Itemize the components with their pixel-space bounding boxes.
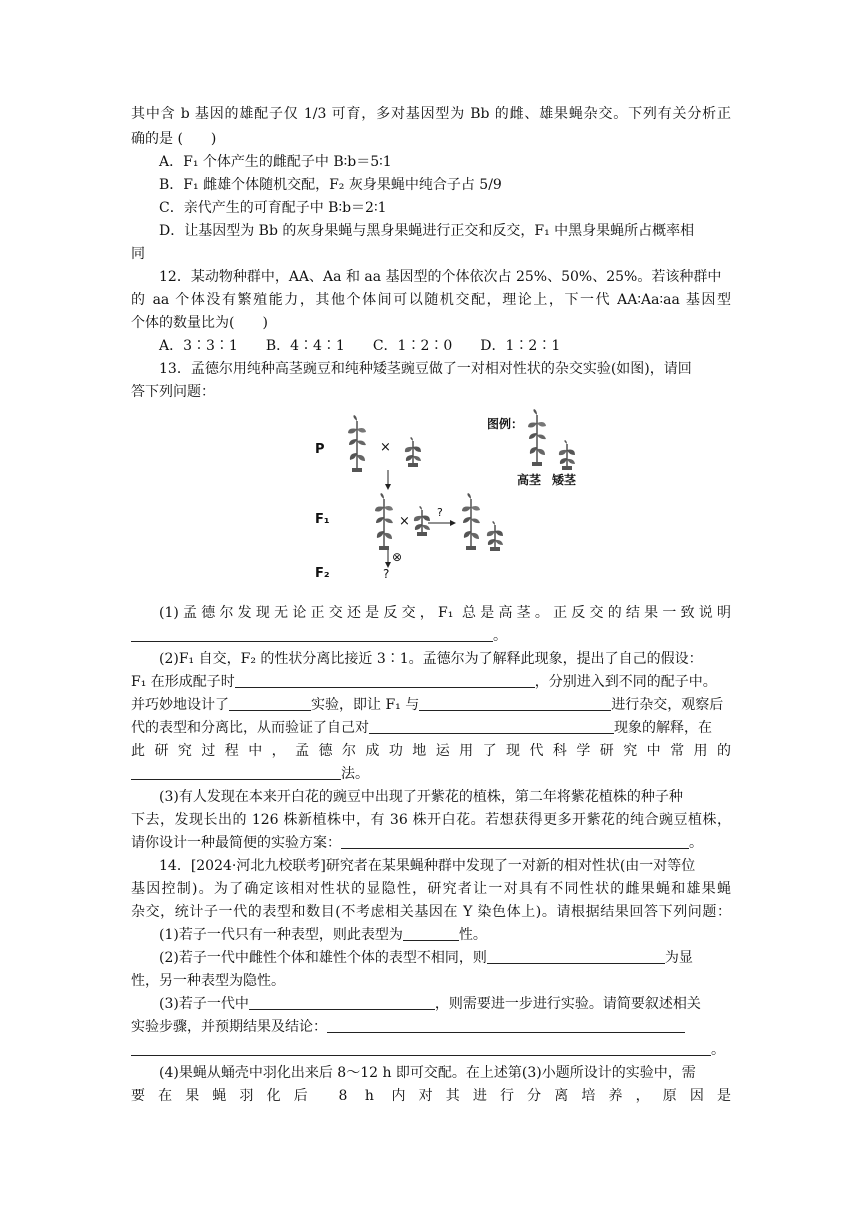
legend-short-plant-icon (556, 440, 578, 470)
legend-tall-label: 高茎 (517, 473, 542, 487)
cross-symbol-f1: × (399, 514, 410, 529)
self-cross-symbol: ⊗ (392, 550, 403, 564)
q14-stem-line1: 14．[2024·河北九校联考]研究者在某果蝇种群中发现了一对新的相对性状(由一对等位 (159, 858, 696, 874)
q13-part2-line5: 此研究过程中，孟德尔成功地运用了现代科学研究中常用的 (131, 743, 731, 759)
q13-stem-line1: 13．孟德尔用纯种高茎豌豆和纯种矮茎豌豆做了一对相对性状的杂交实验(如图)，请回 (159, 361, 692, 377)
q13-part1-line2: 。 (131, 626, 731, 646)
answer-blank[interactable] (229, 696, 311, 711)
q12-options: A．3∶3∶1 B．4∶4∶1 C．1∶2∶0 D．1∶2∶1 (159, 338, 561, 354)
q14-part3-line1: (3)若子一代中 ，则需要进一步进行实验。请简要叙述相关 (159, 996, 701, 1012)
q11-option-d-line2: 同 (131, 246, 145, 262)
q14-part2-line2: 性，另一种表型为隐性。 (131, 973, 285, 989)
q11-option-b: B．F₁ 雌雄个体随机交配，F₂ 灰身果蝇中纯合子占 5/9 (159, 177, 502, 193)
generation-label-p: P (315, 442, 325, 457)
f2-question: ? (383, 567, 390, 581)
answer-blank[interactable] (235, 673, 535, 688)
q13-part2-line3: 并巧妙地设计了 实验，即让 F₁ 与 进行杂交，观察后 (131, 697, 724, 713)
q14-part3-line2: 实验步骤，并预期结果及结论： (131, 1017, 731, 1037)
generation-label-f2: F₂ (315, 566, 330, 581)
q13-part3-line2: 下去，发现长出的 126 株新植株中，有 36 株开白花。若想获得更多开紫花的纯合豌豆植株， (131, 812, 731, 828)
answer-blank[interactable] (369, 719, 614, 734)
q13-part3-line1: (3)有人发现在本来开白花的豌豆中出现了开紫花的植株，第二年将紫花植株的种子种 (159, 789, 683, 805)
q13-part2-line4: 代的表型和分离比，从而验证了自己对 现象的解释，在 (131, 720, 712, 736)
q14-stem-line2: 基因控制)。为了确定该相对性状的显隐性，研究者让一对具有不同性状的雌果蝇和雄果蝇 (131, 881, 731, 897)
q13-stem-line2: 答下列问题： (131, 384, 215, 400)
q11-option-a: A．F₁ 个体产生的雌配子中 B∶b＝5∶1 (159, 154, 392, 170)
q13-part3-line3: 请你设计一种最简便的实验方案： 。 (131, 835, 703, 851)
q14-part1: (1)若子一代只有一种表型，则此表型为 性。 (159, 927, 487, 943)
generation-label-f1: F₁ (315, 512, 330, 527)
q11-stem-line1: 其中含 b 基因的雄配子仅 1/3 可育，多对基因型为 Bb 的雌、雄果蝇杂交。下列有关分析正 (131, 106, 731, 122)
answer-blank[interactable] (403, 926, 459, 941)
q12-stem-line2: 的 aa 个体没有繁殖能力，其他个体间可以随机交配，理论上，下一代 AA∶Aa∶aa 基因型 (131, 292, 731, 308)
q11-option-c: C．亲代产生的可育配子中 B∶b＝2∶1 (159, 200, 387, 216)
q11-stem-line2: 确的是 ( ) (131, 131, 217, 147)
legend-tall-plant-icon (525, 409, 549, 467)
answer-blank[interactable] (249, 995, 435, 1010)
q13-part1-line1: (1)孟德尔发现无论正交还是反交，F₁ 总是高茎。正反交的结果一致说明 (159, 605, 731, 621)
q14-part2-line1: (2)若子一代中雌性个体和雄性个体的表型不相同，则 为显 (159, 950, 693, 966)
q13-part2-line6: 法。 (131, 764, 731, 784)
answer-blank[interactable] (341, 834, 689, 849)
q11-option-d-line1: D．让基因型为 Bb 的灰身果蝇与黑身果蝇进行正交和反交，F₁ 中黑身果蝇所占概率相 (159, 223, 695, 239)
answer-blank[interactable] (131, 765, 341, 780)
arrow-down-icon (383, 470, 393, 492)
q12-stem-line3: 个体的数量比为( ) (131, 315, 268, 331)
q13-part2-line2: F₁ 在形成配子时 ，分别进入到不同的配子中。 (131, 674, 717, 690)
q14-stem-line3: 杂交，统计子一代的表型和数目(不考虑相关基因在 Y 染色体上)。请根据结果回答下列问题： (131, 904, 731, 920)
q14-part4-line2: 要在果蝇羽化后 8 h 内对其进行分离培养，原因是 (131, 1088, 731, 1104)
answer-blank[interactable] (419, 696, 611, 711)
arrow-right-icon (428, 518, 458, 528)
q14-part3-line3: 。 (131, 1040, 731, 1060)
answer-blank[interactable] (487, 949, 665, 964)
answer-blank[interactable] (327, 1018, 685, 1033)
q13-part2-line1: (2)F₁ 自交，F₂ 的性状分离比接近 3∶1。孟德尔为了解释此现象，提出了自己的假设： (159, 651, 703, 667)
tall-plant-icon (459, 493, 483, 551)
cross-symbol-p: × (380, 440, 391, 455)
legend-short-label: 矮茎 (552, 473, 577, 487)
q12-stem-line1: 12．某动物种群中，AA、Aa 和 aa 基因型的个体依次占 25%、50%、25%。若该种群中 (159, 269, 722, 285)
testcross-question: ? (437, 506, 443, 519)
tall-plant-icon (372, 493, 396, 551)
answer-blank[interactable] (131, 627, 493, 642)
legend-title: 图例： (487, 417, 524, 431)
short-plant-icon (484, 521, 506, 551)
short-plant-icon (402, 437, 424, 467)
answer-blank[interactable] (131, 1041, 711, 1056)
tall-plant-icon (345, 415, 369, 473)
q14-part4-line1: (4)果蝇从蛹壳中羽化出来后 8～12 h 即可交配。在上述第(3)小题所设计的实验中，需 (159, 1065, 696, 1081)
